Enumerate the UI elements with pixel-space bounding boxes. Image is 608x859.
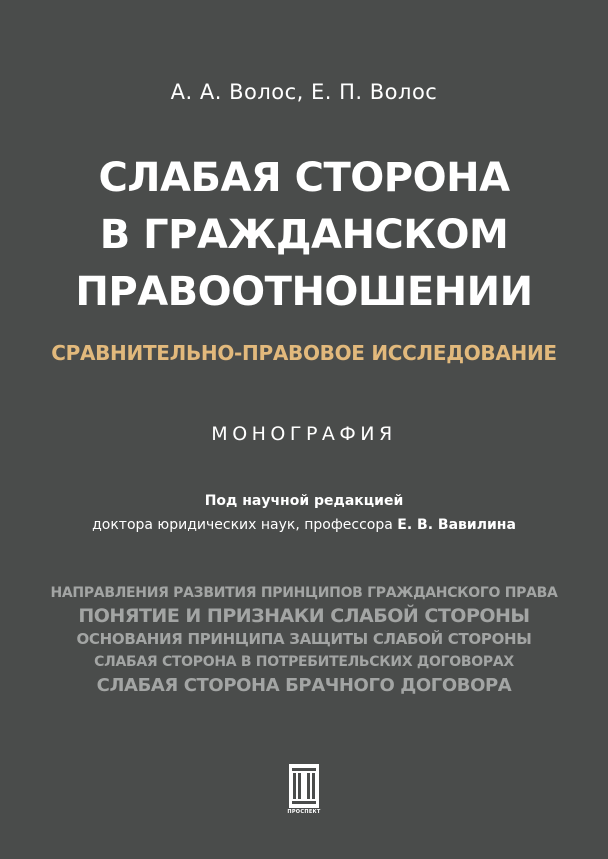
columns-building-icon: [289, 764, 319, 808]
book-authors: А. А. Волос, Е. П. Волос: [170, 80, 438, 104]
publisher-name: ПРОСПЕКТ: [287, 809, 321, 815]
book-subtitle: СРАВНИТЕЛЬНО-ПРАВОВОЕ ИССЛЕДОВАНИЕ: [51, 341, 557, 365]
editor-title: доктора юридических наук, профессора: [92, 517, 393, 533]
topic-item: СЛАБАЯ СТОРОНА В ПОТРЕБИТЕЛЬСКИХ ДОГОВОРАХ: [94, 654, 514, 670]
editor-heading: Под научной редакцией: [204, 493, 404, 509]
editor-name: Е. В. Вавилина: [397, 517, 516, 533]
book-genre: МОНОГРАФИЯ: [211, 423, 397, 445]
topic-item: ОСНОВАНИЯ ПРИНЦИПА ЗАЩИТЫ СЛАБОЙ СТОРОНЫ: [76, 630, 532, 648]
topic-item: ПОНЯТИЕ И ПРИЗНАКИ СЛАБОЙ СТОРОНЫ: [78, 605, 530, 627]
book-title-line: В ГРАЖДАНСКОМ: [99, 212, 509, 258]
topic-item: СЛАБАЯ СТОРОНА БРАЧНОГО ДОГОВОРА: [96, 675, 512, 696]
book-title-line: ПРАВООТНОШЕНИИ: [75, 269, 533, 315]
book-title: [0, 150, 608, 321]
editor-credit: [0, 517, 608, 533]
topics-list: [0, 582, 608, 698]
book-title-line: СЛАБАЯ СТОРОНА: [98, 155, 510, 201]
topic-item: НАПРАВЛЕНИЯ РАЗВИТИЯ ПРИНЦИПОВ ГРАЖДАНСКОГО ПРАВА: [50, 585, 558, 601]
